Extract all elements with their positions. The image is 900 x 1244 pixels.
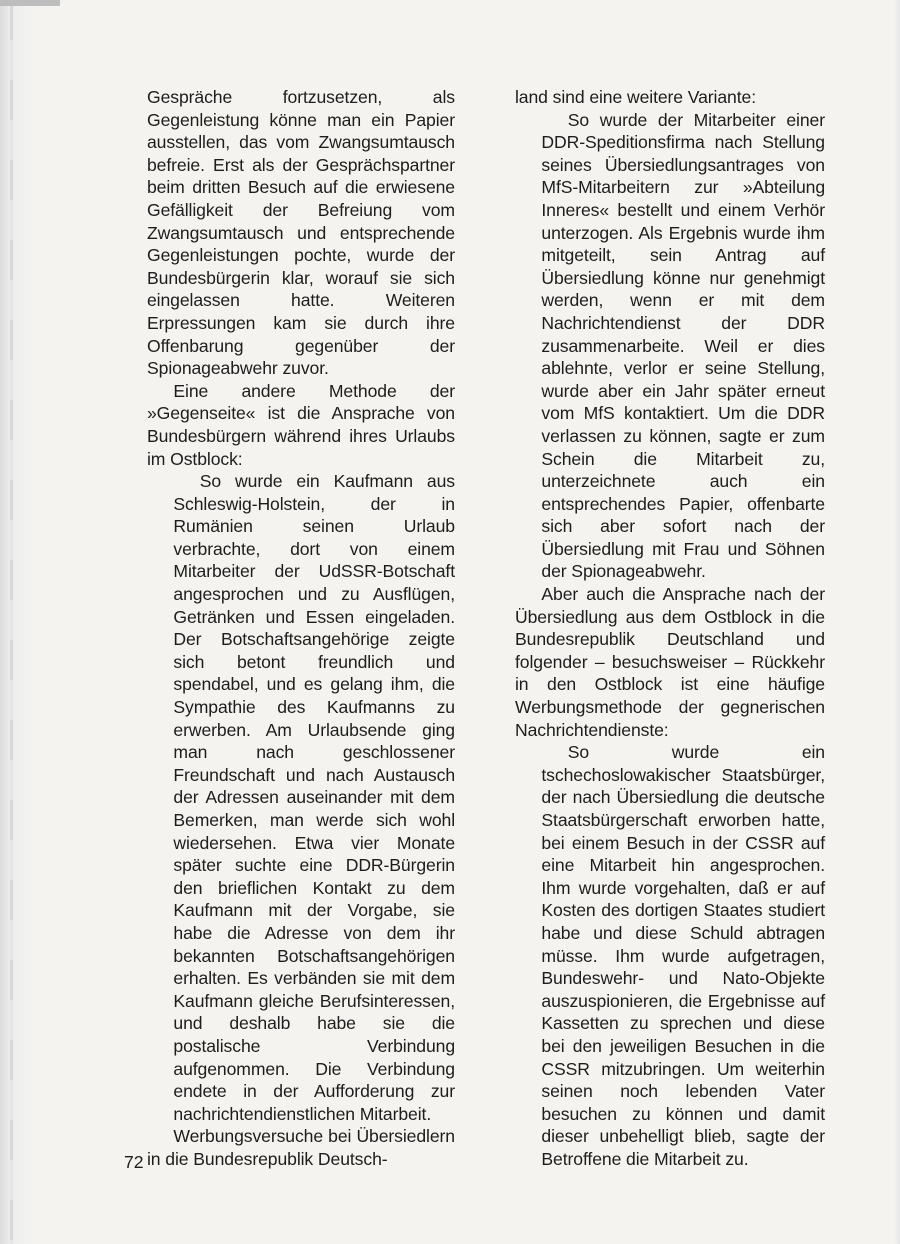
paragraph-methode: Eine andere Methode der »Gegenseite« ist die Ansprache von Bundesbürgern während ihres Urlaubs im Ostblock: [147,380,455,469]
paragraph-variante: land sind eine weitere Variante: [515,87,756,107]
scan-shadow-left [0,0,38,1244]
left-text-column [147,86,455,1171]
page-number: 72 [124,1152,144,1172]
paragraph-case-cssr: So wurde ein tschechoslowakischer Staatsbürger, der nach Übersiedlung die deutsche Staatsbürgerschaft erworben hatte, bei einem Besuch in der CSSR auf eine Mitarbeit hin angesprochen. Ihm wurde vorgehalten, daß er auf Kosten des dortigen Staates studiert habe und diese Schuld abtragen müsse. Ihm wurde aufgetragen, Bundeswehr- und Nato-Objekte auszuspionieren, die Ergebnisse auf Kassetten zu sprechen und diese bei den jeweiligen Besuchen in die CSSR mitzubringen. Um weiterhin seinen noch lebenden Vater besuchen zu können und damit dieser unbehelligt blieb, sagte der Betroffene die Mitarbeit zu. [541,742,825,1169]
paragraph-case-kaufmann: So wurde ein Kaufmann aus Schleswig-Holstein, der in Rumänien seinen Urlaub verbrachte, dort von einem Mitarbeiter der UdSSR-Botschaft angesprochen und zu Ausflügen, Getränken und Essen eingeladen. Der Botschaftsangehörige zeigte sich betont freundlich und spendabel, und es gelang ihm, die Sympathie des Kaufmanns zu erwerben. Am Urlaubsende ging man nach geschlossener Freundschaft und nach Austausch der Adressen auseinander mit dem Bemerken, man werde sich wohl wiedersehen. Etwa vier Monate später suchte eine DDR-Bürgerin den brieflichen Kontakt zu dem Kaufmann mit der Vorgabe, sie habe die Adresse von dem ihr bekannten Botschaftsangehörigen erhalten. Es verbänden sie mit dem Kaufmann gleiche Berufsinteressen, und deshalb habe sie die postalische Verbindung aufgenommen. Die Verbindung endete in der Aufforderung zur nachrichtendienstlichen Mitarbeit. [173,471,455,1124]
right-text-column [515,86,825,1171]
paragraph-continuation: Gespräche fortzusetzen, als Gegenleistung könne man ein Papier ausstellen, das vom Zwangsumtausch befreie. Erst als der Gesprächspartner beim dritten Besuch auf die erwiesene Gefälligkeit der Befreiung vom Zwangsumtausch und entsprechende Gegenleistungen pochte, wurde der Bundesbürgerin klar, worauf sie sich eingelassen hatte. Weiteren Erpressungen kam sie durch ihre Offenbarung gegenüber der Spionageabwehr zuvor. [147,87,455,379]
paragraph-case-spedition: So wurde der Mitarbeiter einer DDR-Speditionsfirma nach Stellung seines Übersiedlungsantrages von MfS-Mitarbeitern zur »Abteilung Inneres« bestellt und einem Verhör unterzogen. Als Ergebnis wurde ihm mitgeteilt, sein Antrag auf Übersiedlung könne nur genehmigt werden, wenn er mit dem Nachrichtendienst der DDR zusammenarbeite. Weil er dies ablehnte, verlor er seine Stellung, wurde aber ein Jahr später erneut vom MfS kontaktiert. Um die DDR verlassen zu können, sagte er zum Schein die Mitarbeit zu, unterzeichnete auch ein entsprechendes Papier, offenbarte sich aber sofort nach der Übersiedlung mit Frau und Söhnen der Spionageabwehr. [541,109,825,582]
paragraph-werbungsversuche: Werbungsversuche bei Übersiedlern in die Bundesrepublik Deutsch- [147,1126,455,1169]
paragraph-ansprache: Aber auch die Ansprache nach der Übersiedlung aus dem Ostblock in die Bundesrepublik Deutschland und folgender – besuchsweiser – Rückkehr in den Ostblock ist eine häufige Werbungsmethode der gegnerischen Nachrichtendienste: [515,584,825,740]
scan-mark-top [0,0,60,6]
scan-shadow-right [894,0,900,1244]
